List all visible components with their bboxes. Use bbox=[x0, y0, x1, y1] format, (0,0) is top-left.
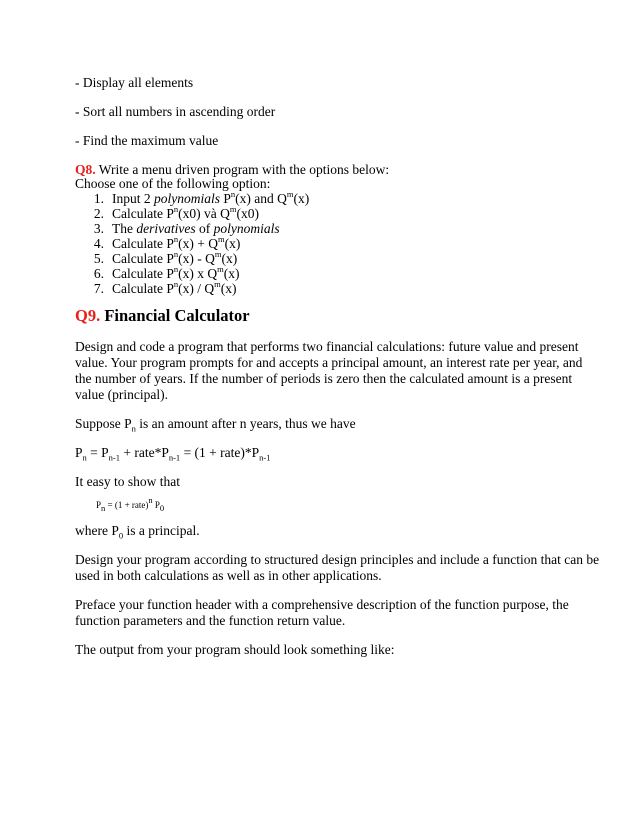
q8-option-6: 6. Calculate $P^n(x)$ x $Q^m(x)$ bbox=[93, 263, 240, 281]
q8-option-7: 7. Calculate $P^n(x) / Q^m(x)$ bbox=[93, 278, 237, 296]
q8-label: Q8. bbox=[75, 162, 96, 177]
q9-heading bbox=[75, 306, 250, 326]
q8-choose: Choose one of the following option: bbox=[75, 176, 271, 191]
q9-where-principal: where $P_0$ is a principal. bbox=[75, 523, 200, 541]
q9-para3-line1: Preface your function header with a comprehensive description of the function purpose, the bbox=[75, 597, 569, 612]
q8-intro: Write a menu driven program with the options below: bbox=[98, 162, 390, 177]
q9-easy-to-show: It easy to show that bbox=[75, 474, 180, 489]
q8-option-1: 1. Input 2 polynomials $P^n(x)$ and $Q^m(x)$ bbox=[93, 188, 310, 206]
bullet-display-all: - Display all elements bbox=[75, 75, 194, 90]
q9-output-intro: The output from your program should look something like: bbox=[75, 642, 395, 657]
q8-option-3: 3. The derivatives of polynomials bbox=[93, 221, 280, 236]
q8-option-5: 5. Calculate $P^n(x) - Q^m(x)$ bbox=[93, 248, 238, 266]
q9-closed-formula: $P_n = (1$ + rate)$^n$ $P_0$ bbox=[96, 495, 165, 513]
q9-para1-line4: value (principal). bbox=[75, 387, 168, 402]
q9-suppose: Suppose $P_n$ is an amount after n years, thus we have bbox=[75, 416, 356, 434]
q8-option-4: 4. Calculate $P^n(x) + Q^m(x)$ bbox=[93, 233, 241, 251]
q9-para1-line2: value. Your program prompts for and accepts a principal amount, an interest rate per year, and bbox=[75, 355, 583, 370]
bullet-sort-ascending: - Sort all numbers in ascending order bbox=[75, 104, 276, 119]
q9-para1-line1: Design and code a program that performs two financial calculations: future value and present bbox=[75, 339, 579, 354]
q9-label: Q9. bbox=[75, 306, 101, 325]
bullet-find-max: - Find the maximum value bbox=[75, 133, 219, 148]
q9-title: Financial Calculator bbox=[104, 306, 250, 325]
q9-para1-line3: the number of years. If the number of periods is zero then the calculated amount is a present bbox=[75, 371, 573, 386]
q8-option-2: 2. Calculate $P^n(x0)$ và $Q^m(x0)$ bbox=[93, 203, 259, 221]
q9-para2-line1: Design your program according to structured design principles and include a function that can be bbox=[75, 552, 600, 567]
q9-para2-line2: used in both calculations as well as in other applications. bbox=[75, 568, 382, 583]
q9-para3-line2: function parameters and the function return value. bbox=[75, 613, 346, 628]
q9-recurrence-formula: $P_n = P_{n-1}$ + $rate*P_{n-1} = (1$ + $rate)*P_{n-1}$ bbox=[75, 445, 271, 463]
